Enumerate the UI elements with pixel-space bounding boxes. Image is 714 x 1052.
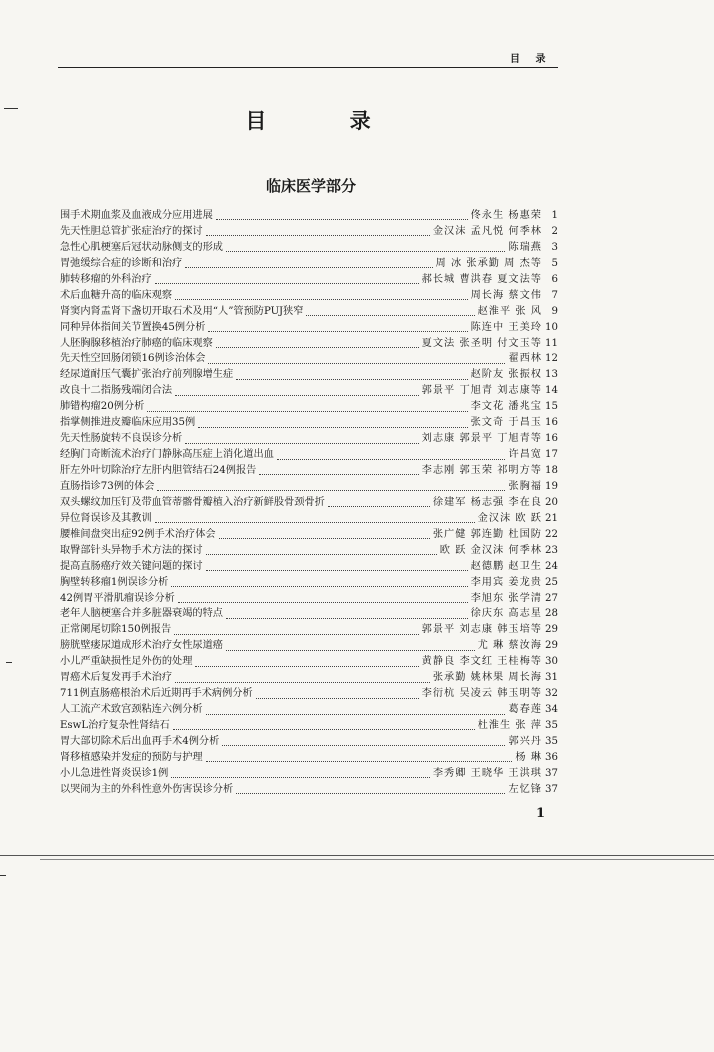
scan-edge-mark xyxy=(0,875,6,876)
toc-entry-title: 小儿急进性肾炎误诊1例 xyxy=(60,767,169,779)
toc-entry[interactable] xyxy=(60,351,558,367)
dot-leader xyxy=(236,371,467,380)
dot-leader xyxy=(208,323,467,332)
toc-entry-page: 16 xyxy=(545,417,558,429)
toc-entry-page: 18 xyxy=(545,465,558,476)
toc-entry[interactable] xyxy=(60,734,558,750)
dot-leader xyxy=(175,387,419,396)
toc-entry[interactable] xyxy=(60,750,558,766)
toc-entry-page: 24 xyxy=(545,560,558,572)
toc-entry-title: 异位肾误诊及其教训 xyxy=(60,512,152,524)
header-rule xyxy=(58,67,558,68)
running-header: 目 录 xyxy=(510,54,552,65)
toc-entry[interactable] xyxy=(60,511,558,527)
toc-entry[interactable] xyxy=(60,606,558,622)
dot-leader xyxy=(155,275,419,284)
toc-entry-authors: 陈连中 王美玲 xyxy=(470,321,542,333)
dot-leader xyxy=(147,403,467,412)
toc-entry[interactable] xyxy=(60,415,558,431)
dot-leader xyxy=(328,498,430,507)
toc-entry-page: 10 xyxy=(545,321,558,333)
toc-entry-title: 肝左外叶切除治疗左肝内胆管结石24例报告 xyxy=(60,465,257,476)
footer-rule xyxy=(0,855,714,856)
toc-entry[interactable] xyxy=(60,654,558,670)
toc-entry[interactable] xyxy=(60,575,558,591)
toc-entry[interactable] xyxy=(60,527,558,543)
toc-entry-authors: 翟西林 xyxy=(508,353,542,365)
toc-entry-authors: 杜淮生 张 萍 xyxy=(477,720,542,731)
dot-leader xyxy=(155,514,475,523)
toc-entry-title: 胸壁转移瘤1例误诊分析 xyxy=(60,576,169,588)
toc-entry[interactable] xyxy=(60,463,558,479)
toc-entry-title: 人胚胸腺移植治疗肺癌的临床观察 xyxy=(60,337,213,349)
toc-entry[interactable] xyxy=(60,495,558,511)
toc-entry[interactable] xyxy=(60,288,558,304)
toc-entry-page: 5 xyxy=(551,257,558,269)
dot-leader xyxy=(174,626,419,635)
toc-entry-page: 14 xyxy=(545,385,558,397)
toc-entry-title: 711例直肠癌根治术后近期再手术病例分析 xyxy=(60,688,253,700)
toc-entry-title: 膀胱壁瘘尿道成形术治疗女性尿道癌 xyxy=(60,640,223,652)
toc-entry-page: 31 xyxy=(545,672,558,684)
toc-entry-title: 腰椎间盘突出症92例手术治疗体会 xyxy=(60,528,216,540)
toc-entry[interactable] xyxy=(60,399,558,415)
dot-leader xyxy=(178,594,468,603)
dot-leader xyxy=(171,769,429,778)
toc-entry-page: 35 xyxy=(545,735,558,747)
toc-entry-page: 37 xyxy=(545,783,558,795)
toc-entry-title: EswL治疗复杂性肾结石 xyxy=(60,720,170,731)
dot-leader xyxy=(175,674,430,683)
toc-entry-title: 肾移植感染并发症的预防与护理 xyxy=(60,751,203,763)
toc-entry-title: 胃大部切除术后出血再手术4例分析 xyxy=(60,735,220,747)
toc-entry-title: 围手术期血浆及血液成分应用进展 xyxy=(60,210,213,221)
toc-entry-authors: 郝长城 曹洪春 夏文法等 xyxy=(421,273,542,285)
toc-entry-title: 人工流产术致宫颈粘连六例分析 xyxy=(60,704,203,716)
toc-entry-page: 13 xyxy=(545,369,558,381)
toc-entry-title: 胃弛缓综合症的诊断和治疗 xyxy=(60,257,183,269)
page-title: 目 录 xyxy=(245,108,409,133)
toc-entry-page: 28 xyxy=(545,608,558,620)
toc-entry-authors: 徐庆东 高志星 xyxy=(470,608,542,620)
toc-entry-authors: 李文花 潘兆宝 xyxy=(470,401,542,413)
toc-entry-page: 27 xyxy=(545,592,558,604)
toc-entry-authors: 周 冰 张承勤 周 杰等 xyxy=(435,257,542,269)
dot-leader xyxy=(157,482,505,491)
dot-leader xyxy=(195,658,418,667)
toc-entry-authors: 尤 琳 蔡汝海 xyxy=(477,640,542,652)
footer-rule-secondary xyxy=(40,859,714,860)
toc-entry-page: 35 xyxy=(545,720,558,731)
toc-entry[interactable] xyxy=(60,766,558,782)
toc-entry[interactable] xyxy=(60,304,558,320)
toc-entry-page: 22 xyxy=(545,528,558,540)
toc-entry[interactable] xyxy=(60,782,558,798)
dot-leader xyxy=(206,546,437,555)
scan-edge-mark xyxy=(4,108,18,109)
toc-entry-page: 15 xyxy=(545,401,558,413)
dot-leader xyxy=(236,785,505,794)
dot-leader xyxy=(171,578,467,587)
toc-entry-title: 直肠指诊73例的体会 xyxy=(60,480,155,492)
toc-entry-title: 老年人脑梗塞合并多脏器衰竭的特点 xyxy=(60,608,223,620)
toc-entry-title: 正常阑尾切除150例报告 xyxy=(60,624,172,636)
page-number: 1 xyxy=(536,806,546,821)
toc-entry-authors: 郭景平 丁旭青 刘志康等 xyxy=(421,385,542,397)
toc-entry[interactable] xyxy=(60,559,558,575)
dot-leader xyxy=(173,721,475,730)
toc-entry[interactable] xyxy=(60,240,558,256)
toc-entry[interactable] xyxy=(60,367,558,383)
dot-leader xyxy=(256,690,419,699)
toc-entry[interactable] xyxy=(60,224,558,240)
toc-entry-authors: 张文奇 于昌玉 xyxy=(470,417,542,429)
dot-leader xyxy=(206,706,506,715)
dot-leader xyxy=(206,753,513,762)
toc-entry-page: 23 xyxy=(545,544,558,556)
toc-entry-authors: 周长海 蔡文伟 xyxy=(470,289,542,301)
toc-entry[interactable] xyxy=(60,272,558,288)
toc-entry-authors: 张胸福 xyxy=(508,480,542,492)
dot-leader xyxy=(185,435,418,444)
toc-entry-page: 2 xyxy=(551,225,558,237)
toc-entry-page: 29 xyxy=(545,640,558,652)
toc-entry-title: 先天性肠旋转不良误诊分析 xyxy=(60,433,183,445)
toc-entry[interactable] xyxy=(60,431,558,447)
toc-entry-authors: 夏文法 张圣明 付文玉等 xyxy=(421,337,542,349)
toc-entry-page: 19 xyxy=(545,480,558,492)
toc-entry-page: 9 xyxy=(551,305,558,317)
toc-entry-page: 36 xyxy=(545,751,558,763)
toc-entry-title: 经胸门奇断流术治疗门静脉高压症上消化道出血 xyxy=(60,449,274,461)
toc-entry-title: 以哭闹为主的外科性意外伤害误诊分析 xyxy=(60,783,234,795)
toc-entry-authors: 金汉沫 欧 跃 xyxy=(477,512,542,524)
toc-entry-page: 7 xyxy=(551,289,558,301)
dot-leader xyxy=(206,562,468,571)
toc-entry-page: 12 xyxy=(545,353,558,365)
dot-leader xyxy=(259,466,418,475)
toc-entry-title: 42例胃平滑肌瘤误诊分析 xyxy=(60,592,175,604)
toc-entry-authors: 左忆锋 xyxy=(508,783,542,795)
toc-entry[interactable] xyxy=(60,638,558,654)
dot-leader xyxy=(226,243,505,252)
toc-entry-page: 21 xyxy=(545,512,558,524)
dot-leader xyxy=(175,291,468,300)
toc-entry-authors: 赵淮平 张 风 xyxy=(477,305,542,317)
toc-entry-authors: 徐建军 杨志强 李在良 xyxy=(432,496,542,508)
toc-entry-title: 取臀部针头异物手术方法的探讨 xyxy=(60,544,203,556)
toc-entry-title: 肾窦内肾盂肾下盏切开取石术及用“人”管预防PUJ狭窄 xyxy=(60,305,304,317)
toc-entry-title: 肺错构瘤20例分析 xyxy=(60,401,145,413)
toc-entry-page: 16 xyxy=(545,433,558,445)
toc-entry-authors: 李秀卿 王晓华 王洪琪 xyxy=(432,767,542,779)
toc-entry-authors: 陈瑞燕 xyxy=(508,241,542,253)
toc-entry-authors: 李志刚 郭玉荣 祁明方等 xyxy=(421,465,542,476)
toc-entry-title: 急性心肌梗塞后冠状动脉侧支的形成 xyxy=(60,241,223,253)
toc-entry-title: 提高直肠癌疗效关键问题的探讨 xyxy=(60,560,203,572)
toc-entry[interactable] xyxy=(60,702,558,718)
toc-entry-page: 1 xyxy=(551,210,558,221)
toc-entry-title: 双头螺纹加压钉及带血管蒂髂骨瓣植入治疗新鲜股骨颈骨折 xyxy=(60,496,325,508)
toc-entry[interactable] xyxy=(60,208,558,224)
toc-entry-title: 术后血糖升高的临床观察 xyxy=(60,289,173,301)
dot-leader xyxy=(219,530,430,539)
dot-leader xyxy=(216,211,468,220)
toc-entry-authors: 许昌宽 xyxy=(508,449,542,461)
toc-entry[interactable] xyxy=(60,320,558,336)
toc-entry[interactable] xyxy=(60,622,558,638)
toc-entry[interactable] xyxy=(60,543,558,559)
toc-entry[interactable] xyxy=(60,670,558,686)
toc-entry-page: 20 xyxy=(545,496,558,508)
toc-entry[interactable] xyxy=(60,336,558,352)
toc-entry-title: 改良十二指肠残端闭合法 xyxy=(60,385,173,397)
toc-entry-authors: 郭景平 刘志康 韩玉培等 xyxy=(421,624,542,636)
toc-entry[interactable] xyxy=(60,718,558,734)
toc-entry-title: 经尿道耐压气囊扩张治疗前列腺增生症 xyxy=(60,369,234,381)
table-of-contents xyxy=(60,208,558,798)
toc-entry-page: 29 xyxy=(545,624,558,636)
toc-entry-title: 先天性胆总管扩张症治疗的探讨 xyxy=(60,225,203,237)
toc-entry-page: 11 xyxy=(545,337,558,349)
toc-entry-title: 小儿严重缺损性足外伤的处理 xyxy=(60,656,193,668)
toc-entry[interactable] xyxy=(60,383,558,399)
toc-entry-authors: 张广健 郭连勤 杜国防 xyxy=(432,528,542,540)
toc-entry-page: 3 xyxy=(551,241,558,253)
toc-entry-authors: 欧 跃 金汉沫 何季林 xyxy=(439,544,542,556)
toc-entry-page: 37 xyxy=(545,767,558,779)
dot-leader xyxy=(206,227,430,236)
toc-entry-authors: 李用宾 姜龙贵 xyxy=(470,576,542,588)
toc-entry[interactable] xyxy=(60,591,558,607)
dot-leader xyxy=(226,642,475,651)
dot-leader xyxy=(185,259,432,268)
toc-entry-authors: 刘志康 郭景平 丁旭青等 xyxy=(421,433,542,445)
toc-entry-title: 同种异体指间关节置换45例分析 xyxy=(60,321,206,333)
toc-entry-authors: 郭兴丹 xyxy=(508,735,542,747)
toc-entry[interactable] xyxy=(60,479,558,495)
dot-leader xyxy=(277,451,506,460)
scan-edge-mark xyxy=(6,662,12,663)
toc-entry-title: 肺转移瘤的外科治疗 xyxy=(60,273,152,285)
dot-leader xyxy=(226,610,468,619)
toc-entry-authors: 赵阶友 张振权 xyxy=(470,369,542,381)
dot-leader xyxy=(198,419,467,428)
toc-entry[interactable] xyxy=(60,686,558,702)
toc-entry-title: 先天性空回肠闭锁16例诊治体会 xyxy=(60,353,206,365)
toc-entry-page: 6 xyxy=(551,273,558,285)
toc-entry-page: 32 xyxy=(545,688,558,700)
section-title: 临床医学部分 xyxy=(265,177,356,195)
toc-entry-authors: 黄静良 李文红 王桂梅等 xyxy=(421,656,542,668)
toc-entry-page: 30 xyxy=(545,656,558,668)
toc-entry-title: 指掌侧推进皮瓣临床应用35例 xyxy=(60,417,196,429)
toc-entry-authors: 张承勤 姚林果 周长海 xyxy=(432,672,542,684)
toc-entry-authors: 李衍杭 吴凌云 韩玉明等 xyxy=(421,688,542,700)
toc-entry-authors: 李旭东 张学清 xyxy=(470,592,542,604)
toc-entry-authors: 杨 琳 xyxy=(515,751,542,763)
toc-entry-authors: 金汉沫 孟凡悦 何季林 xyxy=(432,225,542,237)
toc-entry-authors: 佟永生 杨惠荣 xyxy=(470,210,542,221)
toc-entry[interactable] xyxy=(60,256,558,272)
toc-entry-authors: 葛春莲 xyxy=(508,704,542,716)
toc-entry-page: 17 xyxy=(545,449,558,461)
dot-leader xyxy=(216,339,419,348)
dot-leader xyxy=(222,737,505,746)
toc-entry-page: 25 xyxy=(545,576,558,588)
toc-entry-page: 34 xyxy=(545,704,558,716)
toc-entry[interactable] xyxy=(60,447,558,463)
dot-leader xyxy=(208,355,505,364)
toc-entry-title: 胃癌术后复发再手术治疗 xyxy=(60,672,173,684)
toc-entry-authors: 赵德鹏 赵卫生 xyxy=(470,560,542,572)
dot-leader xyxy=(306,307,474,316)
